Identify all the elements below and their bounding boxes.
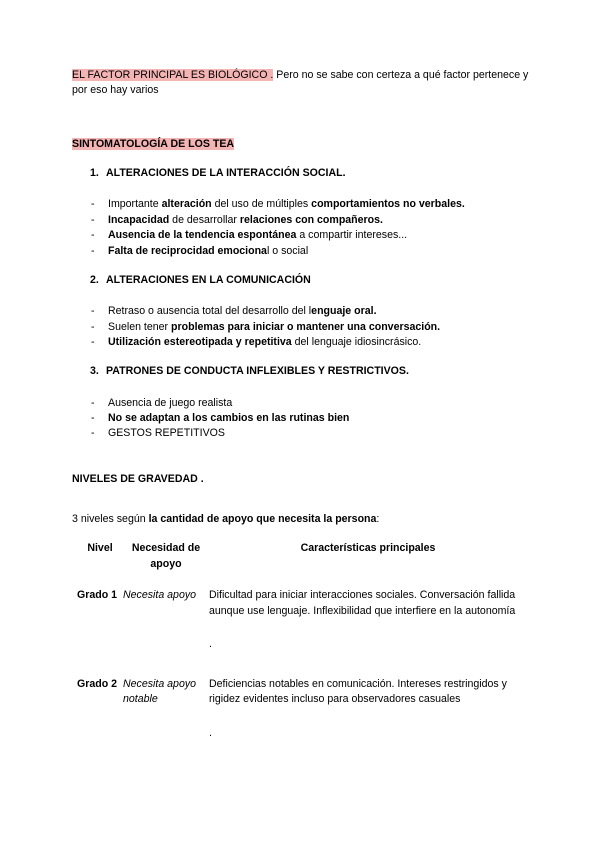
grade-cell: Grado 1 xyxy=(77,589,118,602)
table-row xyxy=(72,588,527,619)
grade-cell: Grado 2 xyxy=(77,677,118,690)
sintomatologia-title: SINTOMATOLOGÍA DE LOS TEA xyxy=(72,137,235,150)
header-caracteristicas: Características principales xyxy=(300,542,436,555)
cell-dot: . xyxy=(209,726,212,739)
list-item: - Importante alteración del uso de múltiples comportamientos no verbales. xyxy=(72,197,532,212)
list-item: - Falta de reciprocidad emocional o social xyxy=(72,244,532,259)
description-cell: Dificultad para iniciar interacciones sociales. Conversación fallida aunque use lenguaje. Inflexibilidad que interfiere en la autonomía xyxy=(209,589,516,617)
table-spacer-row xyxy=(72,708,527,766)
section-heading: 3. PATRONES DE CONDUCTA INFLEXIBLES Y RESTRICTIVOS. xyxy=(90,365,409,378)
table-header-row xyxy=(72,541,527,588)
table-row xyxy=(72,677,527,708)
list-item: - Ausencia de juego realista xyxy=(72,396,532,411)
list-item: - Suelen tener problemas para iniciar o mantener una conversación. xyxy=(72,320,532,335)
section-heading: 1. ALTERACIONES DE LA INTERACCIÓN SOCIAL. xyxy=(90,167,346,180)
sintomatologia-sections xyxy=(72,166,532,442)
intro-highlight: EL FACTOR PRINCIPAL ES BIOLÓGICO . xyxy=(72,69,274,81)
header-nivel: Nivel xyxy=(87,542,113,555)
intro-text: Pero no se sabe con certeza a qué factor pertenece y por eso hay varios xyxy=(72,69,529,97)
cell-dot: . xyxy=(209,637,212,650)
table-spacer-row xyxy=(72,619,527,677)
description-cell: Deficiencias notables en comunicación. Intereses restringidos y rigidez evidentes incluso para observadores casuales xyxy=(209,677,507,706)
document-page xyxy=(72,68,532,766)
section-heading: 2. ALTERACIONES EN LA COMUNICACIÓN xyxy=(90,273,311,286)
list-item: - No se adaptan a los cambios en las rutinas bien xyxy=(72,411,532,426)
list-item: - GESTOS REPETITIVOS xyxy=(72,426,532,441)
intro-paragraph xyxy=(72,68,532,99)
symptom-list xyxy=(72,396,532,442)
symptom-list xyxy=(72,304,532,350)
header-necesidad: Necesidad de apoyo xyxy=(131,542,201,570)
list-item: - Utilización estereotipada y repetitiva del lenguaje idiosincrásico. xyxy=(72,335,532,350)
niveles-title: NIVELES DE GRAVEDAD . xyxy=(72,472,204,485)
symptom-list xyxy=(72,197,532,258)
list-item: - Ausencia de la tendencia espontánea a compartir intereses... xyxy=(72,228,532,243)
niveles-intro: 3 niveles según la cantidad de apoyo que necesita la persona: xyxy=(72,513,380,526)
need-cell: Necesita apoyo xyxy=(123,589,197,602)
niveles-table xyxy=(72,541,527,765)
list-item: - Retraso o ausencia total del desarrollo del lenguaje oral. xyxy=(72,304,532,319)
list-item: - Incapacidad de desarrollar relaciones con compañeros. xyxy=(72,213,532,228)
need-cell: Necesita apoyo notable xyxy=(123,677,197,706)
